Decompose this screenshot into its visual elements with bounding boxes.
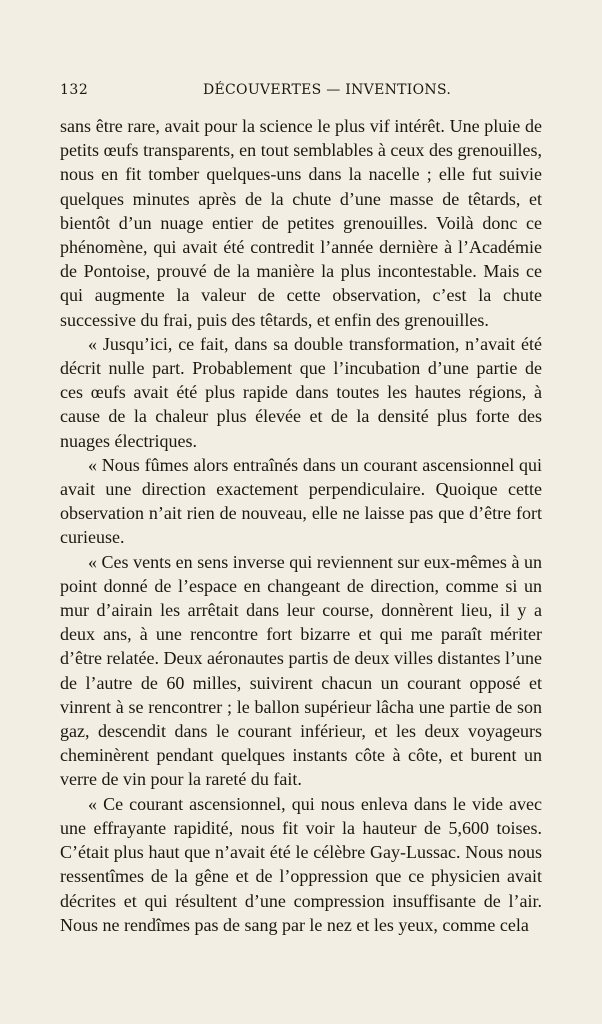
page-number: 132: [60, 82, 89, 98]
paragraph-4: « Ces vents en sens inverse qui reviennent sur eux-mêmes à un point donné de l’espace en changeant de direction, comme si un mur d’airain les arrêtait dans leur course, donnèrent lieu, il y a deux ans, à une rencontre fort bizarre et qui me paraît mériter d’être relatée. Deux aéronautes partis de deux villes distantes l’une de l’autre de 60 milles, suivirent chacun un courant opposé et vinrent à se rencontrer ; le ballon supérieur lâcha une partie de son gaz, descendit dans le courant inférieur, et les deux voyageurs cheminèrent pendant quelques instants côte à côte, et burent un verre de vin pour la rareté du fait.: [60, 551, 542, 790]
text-block: [60, 114, 542, 937]
running-head: [60, 82, 542, 104]
paragraph-5: « Ce courant ascensionnel, qui nous enleva dans le vide avec une effrayante rapidité, nous fit voir la hauteur de 5,600 toises. C’était plus haut que n’avait été le célèbre Gay-Lussac. Nous nous ressentîmes de la gêne et de l’oppression que ce physicien avait décrites et qui résultent d’une compression insuffisante de l’air. Nous ne rendîmes pas de sang par le nez et les yeux, comme cela: [60, 793, 542, 935]
paragraph-3: « Nous fûmes alors entraînés dans un courant ascensionnel qui avait une direction exactement perpendiculaire. Quoique cette observation n’ait rien de nouveau, elle ne laisse pas que d’être fort curieuse.: [60, 454, 542, 548]
paragraph-2: « Jusqu’ici, ce fait, dans sa double transformation, n’avait été décrit nulle part. Probablement que l’incubation d’une partie de ces œufs avait été plus rapide dans toutes les hautes régions, à cause de la chaleur plus élevée et de la densité plus forte des nuages électriques.: [60, 333, 542, 451]
running-title: DÉCOUVERTES — INVENTIONS.: [203, 82, 452, 98]
paragraph-1: sans être rare, avait pour la science le plus vif intérêt. Une pluie de petits œufs transparents, en tout semblables à ceux des grenouilles, nous en fit tomber quelques-uns dans la nacelle ; elle fut suivie quelques minutes après de la chute d’une masse de têtards, et bientôt d’un nuage entier de petites grenouilles. Voilà donc ce phénomène, qui avait été contredit l’année dernière à l’Académie de Pontoise, prouvé de la manière la plus incontestable. Mais ce qui augmente la valeur de cette observation, c’est la chute successive du frai, puis des têtards, et enfin des grenouilles.: [60, 116, 542, 330]
